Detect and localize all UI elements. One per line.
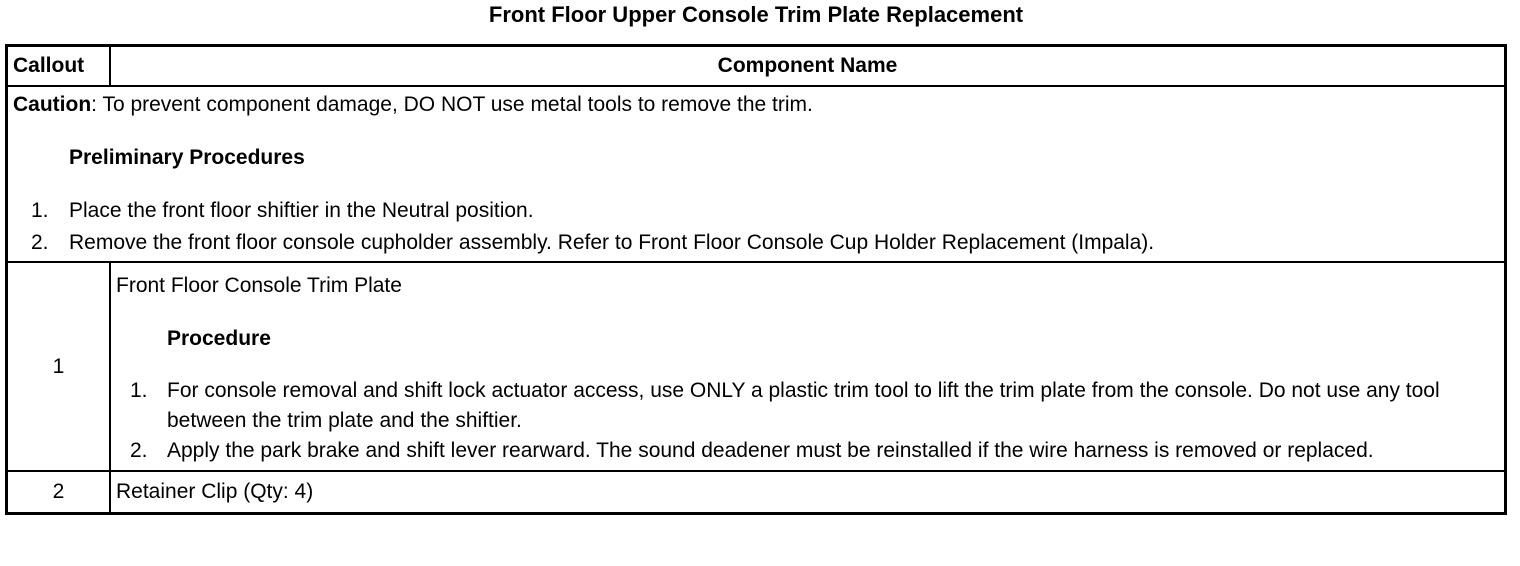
component-name: Front Floor Console Trim Plate: [116, 274, 402, 297]
component-name-header: Component Name: [110, 46, 1506, 87]
preliminary-step: [13, 195, 1499, 227]
component-cell: [110, 262, 1506, 471]
step-text: Remove the front floor console cupholder assembly. Refer to Front Floor Console Cup Holder Replacement (Impala).: [69, 231, 1155, 254]
caution-cell: [7, 86, 1506, 262]
table-row: [7, 471, 1506, 514]
step-number: 1.: [31, 199, 49, 222]
caution-text: : To prevent component damage, DO NOT use metal tools to remove the trim.: [91, 93, 813, 116]
caution-row: [7, 86, 1506, 262]
component-name: Retainer Clip (Qty: 4): [110, 471, 1506, 514]
preliminary-step: [13, 227, 1499, 259]
page-title: Front Floor Upper Console Trim Plate Replacement: [488, 2, 1024, 27]
procedure-steps: [116, 376, 1499, 466]
step-number: 2.: [31, 231, 49, 254]
table-row: [7, 262, 1506, 471]
table-header-row: [7, 46, 1506, 87]
step-text: For console removal and shift lock actuator access, use ONLY a plastic trim tool to lift the trim plate from the console. Do not use any tool between the trim plate and the shiftier.: [167, 379, 1440, 432]
step-text: Place the front floor shiftier in the Neutral position.: [69, 199, 534, 222]
caution-line: [13, 90, 1499, 120]
preliminary-steps: [13, 195, 1499, 259]
callout-number: 1: [7, 262, 111, 471]
procedure-step: [116, 436, 1499, 466]
preliminary-heading: Preliminary Procedures: [69, 146, 305, 169]
step-text: Apply the park brake and shift lever rearward. The sound deadener must be reinstalled if the wire harness is removed or replaced.: [167, 439, 1374, 462]
procedure-heading: Procedure: [167, 327, 271, 350]
callout-header: Callout: [7, 46, 111, 87]
caution-label: Caution: [13, 93, 92, 116]
callout-number: 2: [7, 471, 111, 514]
component-table: [5, 44, 1507, 515]
procedure-step: [116, 376, 1499, 436]
step-number: 2.: [130, 439, 148, 462]
step-number: 1.: [130, 379, 148, 402]
